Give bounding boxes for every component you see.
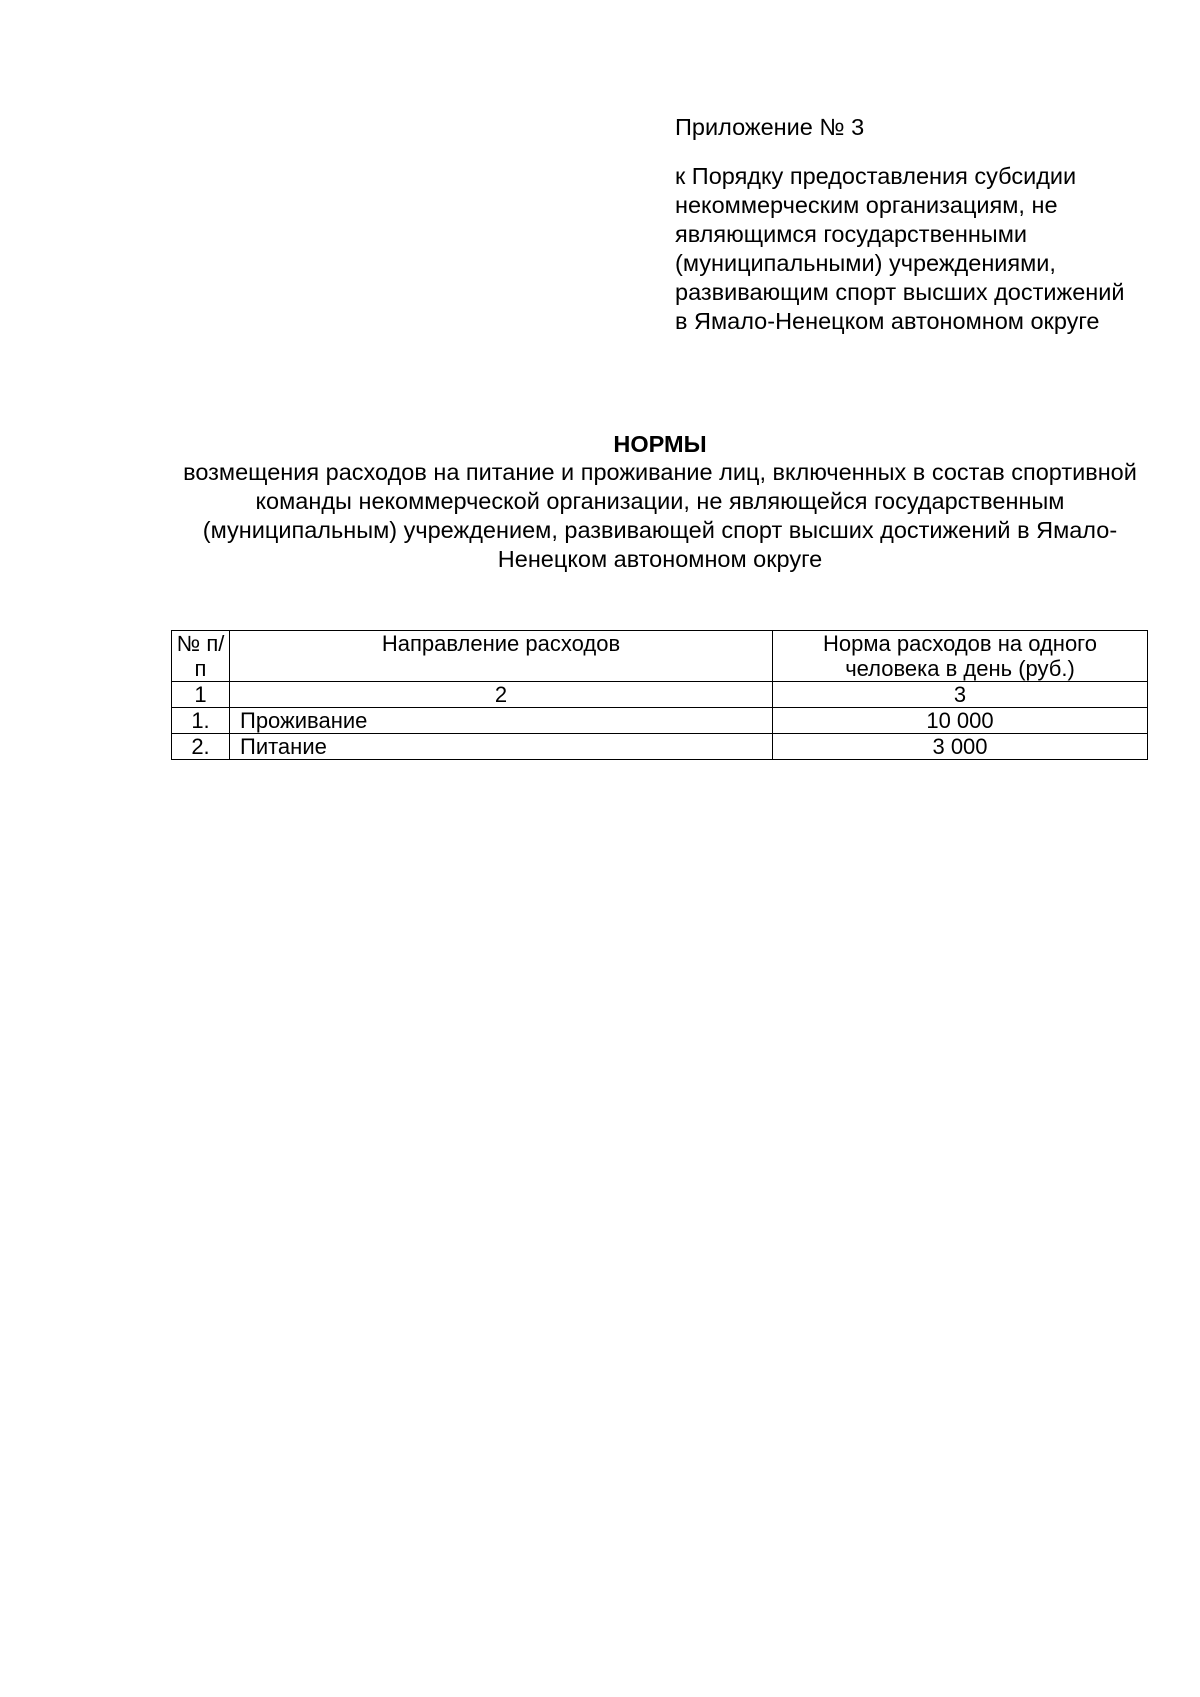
header-norm: Норма расходов на одного человека в день (руб.): [773, 631, 1148, 682]
header-direction: Направление расходов: [230, 631, 773, 682]
table-header-row: [172, 631, 1148, 682]
numbering-cell: 1: [172, 682, 230, 708]
header-number: № п/п: [172, 631, 230, 682]
annex-block: [675, 113, 1165, 336]
row-number: 1.: [172, 708, 230, 734]
annex-text: к Порядку предоставления субсидии некоммерческим организациям, не являющимся государственными (муниципальными) учреждениями, развивающим спорт высших достижений в Ямало-Ненецком автономном округе: [675, 163, 1125, 334]
document-subtitle: возмещения расходов на питание и проживание лиц, включенных в состав спортивной команды некоммерческой организации, не являющейся государственным (муниципальным) учреждением, развивающей спорт высших достижений в Ямало-Ненецком автономном округе: [183, 459, 1137, 572]
numbering-cell: 3: [773, 682, 1148, 708]
row-norm: 10 000: [773, 708, 1148, 734]
row-direction: Проживание: [230, 708, 773, 734]
document-heading: [150, 430, 1170, 574]
norms-table: [171, 630, 1148, 760]
table-row: [172, 708, 1148, 734]
document-title: НОРМЫ: [613, 431, 707, 457]
numbering-cell: 2: [230, 682, 773, 708]
row-direction: Питание: [230, 734, 773, 760]
row-number: 2.: [172, 734, 230, 760]
table-numbering-row: [172, 682, 1148, 708]
annex-title: Приложение № 3: [675, 114, 865, 140]
table-row: [172, 734, 1148, 760]
row-norm: 3 000: [773, 734, 1148, 760]
